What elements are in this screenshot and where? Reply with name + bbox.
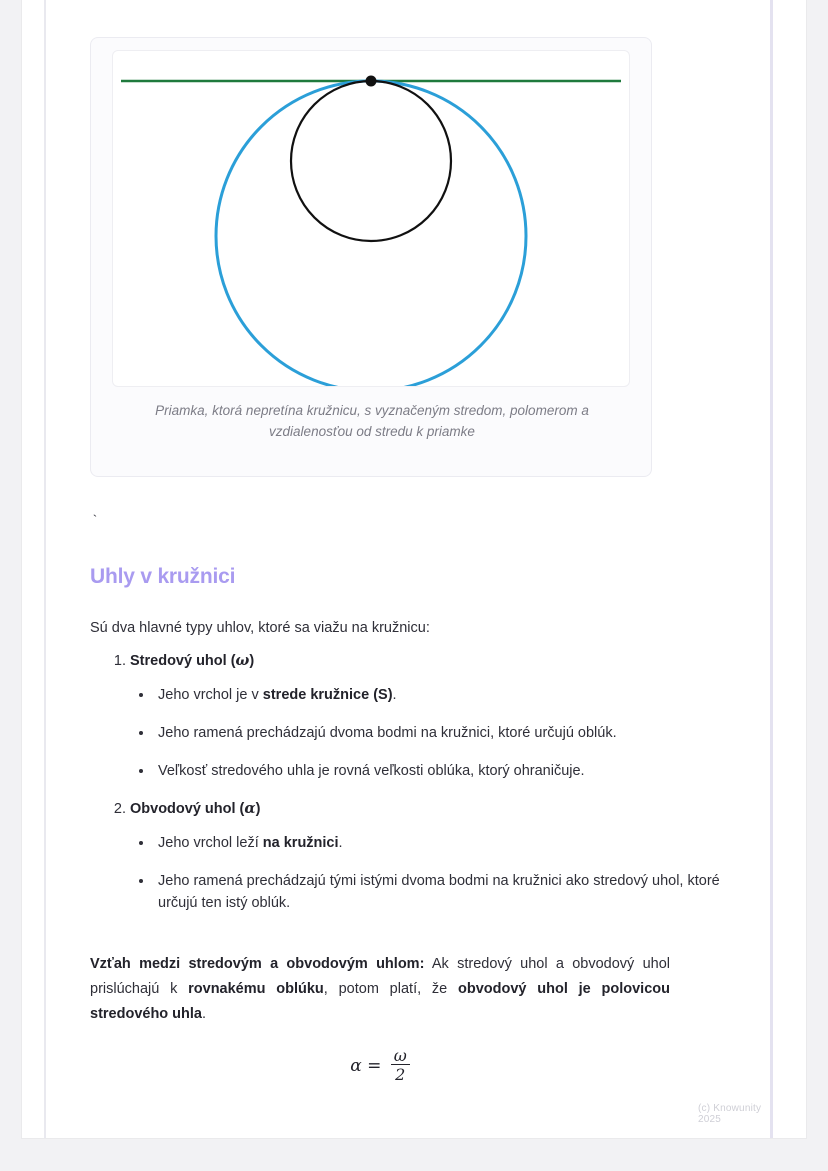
big-circle <box>216 81 526 386</box>
figure-canvas <box>112 50 630 387</box>
omega-symbol: ω <box>235 652 250 669</box>
document-page <box>22 0 806 1138</box>
small-circle <box>291 81 451 241</box>
angle-types-list <box>90 650 730 914</box>
list-item: • Jeho ramená prechádzajú dvoma bodmi na kružnici, ktoré určujú oblúk. <box>154 722 730 744</box>
sub-list <box>130 684 730 782</box>
list-item: • Veľkosť stredového uhla je rovná veľkosti oblúka, ktorý ohraničuje. <box>154 760 730 782</box>
document-content <box>68 0 768 1138</box>
copyright-footer: (c) Knowunity 2025 <box>698 1103 762 1125</box>
relation-label: Vzťah medzi stredovým a obvodovým uhlom: <box>90 956 425 972</box>
relation-paragraph: Vzťah medzi stredovým a obvodovým uhlom: Ak stredový uhol a obvodový uhol prislúchajú k rovnakému oblúku, potom platí, že obvodový uhol je polovicou stredového uhla. <box>90 956 670 1022</box>
figure-card <box>90 37 652 477</box>
formula-lhs: α <box>350 1056 362 1076</box>
formula-numerator: ω <box>393 1046 407 1065</box>
list-item <box>130 798 730 914</box>
sub-list <box>130 832 730 914</box>
list-item: • Jeho ramená prechádzajú tými istými dvoma bodmi na kružnici ako stredový uhol, ktoré určujú ten istý oblúk. <box>154 870 730 914</box>
right-margin-rule <box>770 0 773 1138</box>
formula-denominator: 2 <box>391 1064 410 1084</box>
list-item <box>130 650 730 782</box>
intro-paragraph: Sú dva hlavné typy uhlov, ktoré sa viažu na kružnicu: <box>90 620 430 636</box>
figure-caption: Priamka, ktorá nepretína kružnicu, s vyznačeným stredom, polomerom a vzdialenosťou od stredu k priamke <box>155 403 589 439</box>
list-item-title: Stredový uhol (ω) <box>130 652 255 669</box>
list-item: • Jeho vrchol leží na kružnici. <box>154 832 730 854</box>
left-margin-rule <box>44 0 46 1138</box>
list-item: • Jeho vrchol je v strede kružnice (S). <box>154 684 730 706</box>
section-heading: Uhly v kružnici <box>90 565 236 588</box>
stray-backtick: ` <box>91 513 99 528</box>
formula-fraction <box>391 1047 410 1084</box>
tangent-point <box>366 76 377 87</box>
list-item-title: Obvodový uhol (α) <box>130 800 261 817</box>
formula-equals: = <box>367 1056 382 1076</box>
circle-diagram <box>113 51 629 386</box>
alpha-symbol: α <box>244 800 256 817</box>
formula-block <box>90 1048 670 1085</box>
